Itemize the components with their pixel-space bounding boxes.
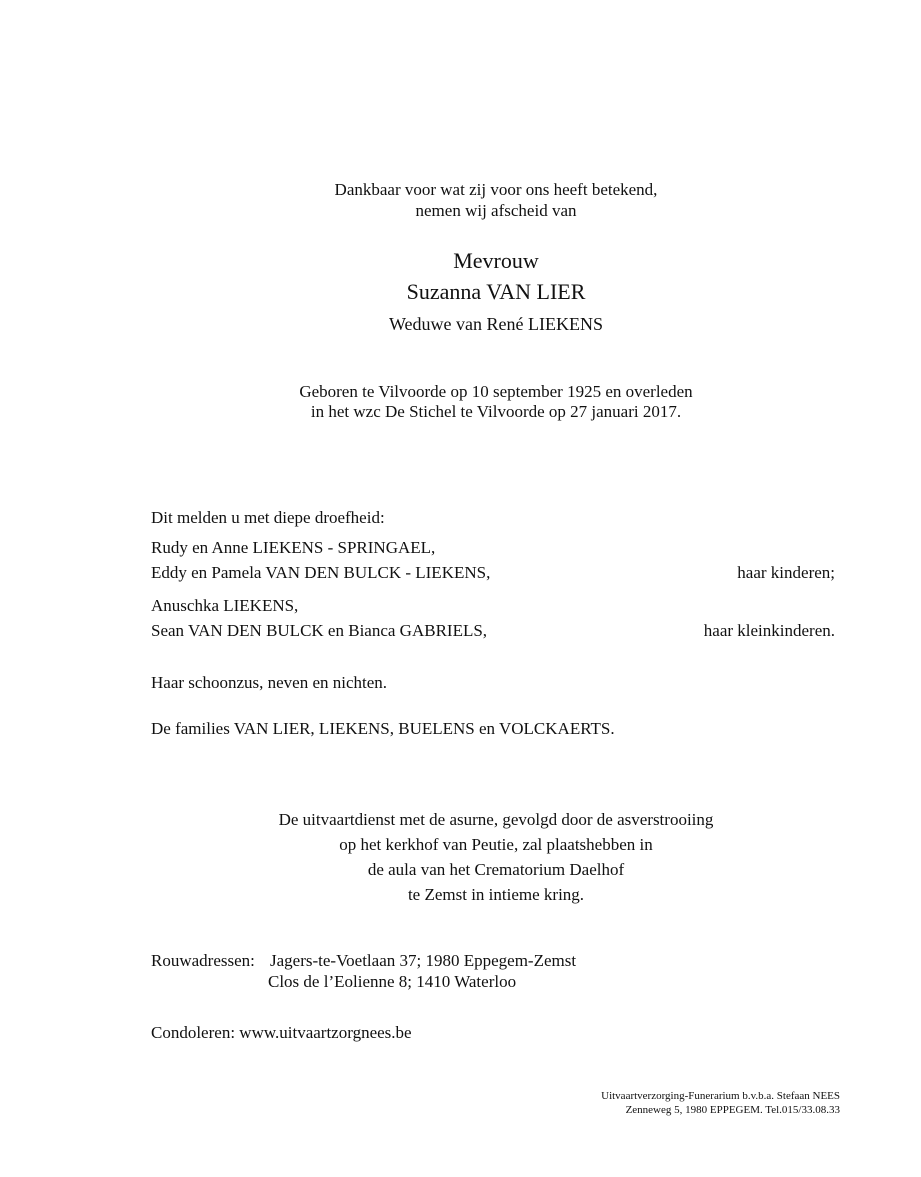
intro-line-1: Dankbaar voor wat zij voor ons heeft betekend, bbox=[334, 180, 658, 199]
families: De families VAN LIER, LIEKENS, BUELENS en VOLCKAERTS. bbox=[151, 719, 615, 738]
birth-line-1: Geboren te Vilvoorde op 10 september 1925 en overleden bbox=[299, 382, 693, 401]
children-label: haar kinderen; bbox=[737, 563, 835, 582]
deceased-name: Suzanna VAN LIER bbox=[406, 279, 586, 304]
address-2: Clos de l’Eolienne 8; 1410 Waterloo bbox=[268, 972, 517, 991]
grandchildren-label: haar kleinkinderen. bbox=[703, 621, 835, 640]
service-line-4: te Zemst in intieme kring. bbox=[407, 885, 585, 904]
grandchild-1: Anuschka LIEKENS, bbox=[151, 596, 299, 615]
announcement: Dit melden u met diepe droefheid: bbox=[151, 508, 385, 527]
child-2: Eddy en Pamela VAN DEN BULCK - LIEKENS, bbox=[151, 563, 491, 582]
footer-line-1: Uitvaartverzorging-Funerarium b.v.b.a. Stefaan NEES bbox=[601, 1090, 840, 1102]
title: Mevrouw bbox=[453, 248, 539, 273]
service-line-1: De uitvaartdienst met de asurne, gevolgd door de asverstrooiing bbox=[278, 810, 714, 829]
intro-line-2: nemen wij afscheid van bbox=[415, 201, 577, 220]
service-line-3: de aula van het Crematorium Daelhof bbox=[367, 860, 625, 879]
addresses-label: Rouwadressen: bbox=[151, 951, 255, 970]
grandchild-2: Sean VAN DEN BULCK en Bianca GABRIELS, bbox=[151, 621, 488, 640]
child-1: Rudy en Anne LIEKENS - SPRINGAEL, bbox=[151, 538, 436, 557]
widow-of: Weduwe van René LIEKENS bbox=[389, 314, 603, 334]
address-1: Jagers-te-Voetlaan 37; 1980 Eppegem-Zemst bbox=[270, 951, 577, 970]
service-line-2: op het kerkhof van Peutie, zal plaatshebben in bbox=[339, 835, 653, 854]
footer-line-2: Zenneweg 5, 1980 EPPEGEM. Tel.015/33.08.33 bbox=[625, 1104, 840, 1116]
birth-line-2: in het wzc De Stichel te Vilvoorde op 27 januari 2017. bbox=[310, 402, 682, 421]
condolences: Condoleren: www.uitvaartzorgnees.be bbox=[151, 1023, 412, 1042]
relatives: Haar schoonzus, neven en nichten. bbox=[151, 673, 388, 692]
